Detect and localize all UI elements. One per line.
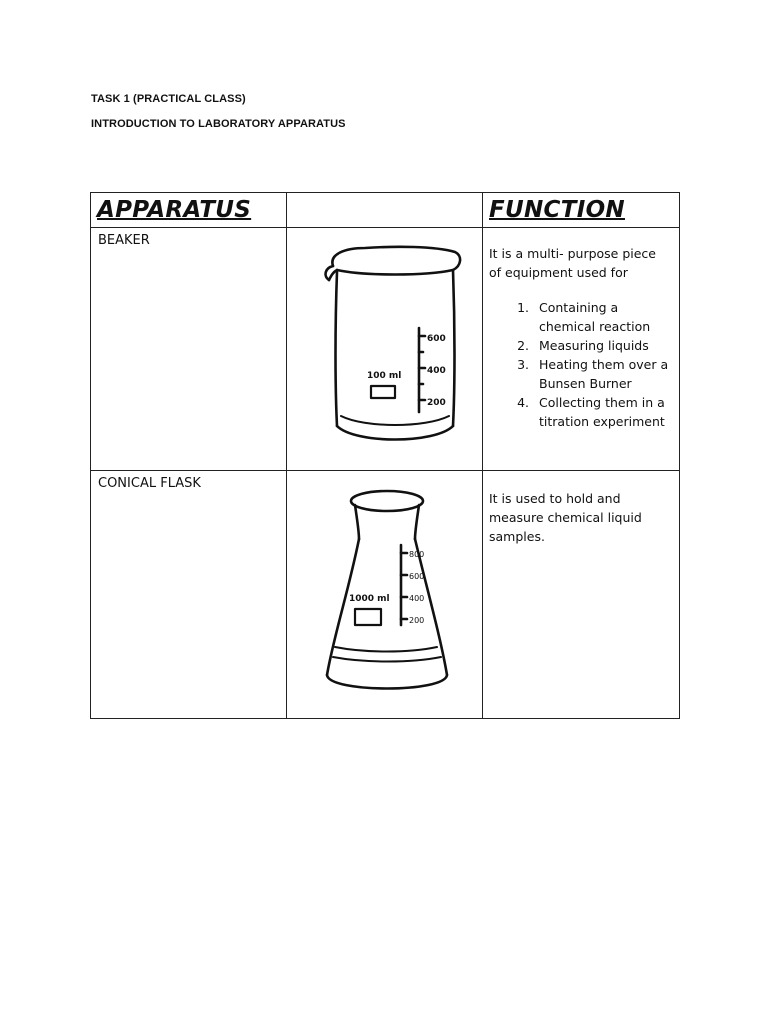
flask-mark-400: 400 xyxy=(409,594,425,603)
beaker-uses-list xyxy=(489,298,671,431)
table-row xyxy=(91,228,680,471)
header-function-cell xyxy=(483,193,680,228)
flask-volume-label: 1000 ml xyxy=(349,594,390,604)
beaker-drawing xyxy=(315,236,475,456)
header-apparatus: APPARATUS xyxy=(97,197,252,223)
task-title: TASK 1 (PRACTICAL CLASS) xyxy=(91,93,246,105)
conical-flask-drawing xyxy=(315,479,465,709)
apparatus-table xyxy=(90,192,680,719)
flask-mark-800: 800 xyxy=(409,550,425,559)
beaker-mark-200: 200 xyxy=(427,398,446,408)
flask-drawing-cell xyxy=(287,471,483,719)
flask-mark-200: 200 xyxy=(409,616,425,625)
header-apparatus-cell xyxy=(91,193,287,228)
function-cell xyxy=(483,228,680,471)
beaker-drawing-cell xyxy=(287,228,483,471)
list-item: 1. Containing a chemical reaction xyxy=(533,298,671,336)
header-picture xyxy=(287,193,482,197)
apparatus-name-cell xyxy=(91,471,287,719)
table-header-row xyxy=(91,193,680,228)
apparatus-name-cell xyxy=(91,228,287,471)
document-subtitle: INTRODUCTION TO LABORATORY APPARATUS xyxy=(91,118,346,130)
flask-mark-600: 600 xyxy=(409,572,425,581)
header-function: FUNCTION xyxy=(489,197,625,223)
header-picture-cell xyxy=(287,193,483,228)
list-item: 3. Heating them over a Bunsen Burner xyxy=(533,355,671,393)
beaker-volume-label: 100 ml xyxy=(367,371,402,381)
list-item: 2. Measuring liquids xyxy=(533,336,671,355)
beaker-mark-400: 400 xyxy=(427,366,446,376)
table-row xyxy=(91,471,680,719)
beaker-function-intro: It is a multi- purpose piece of equipment used for xyxy=(489,246,656,280)
function-cell xyxy=(483,471,680,719)
flask-function-text: It is used to hold and measure chemical liquid samples. xyxy=(489,491,642,544)
list-item: 4. Collecting them in a titration experiment xyxy=(533,393,671,431)
beaker-mark-600: 600 xyxy=(427,334,446,344)
apparatus-name-beaker: BEAKER xyxy=(98,233,150,248)
apparatus-name-conical-flask: CONICAL FLASK xyxy=(98,476,201,491)
